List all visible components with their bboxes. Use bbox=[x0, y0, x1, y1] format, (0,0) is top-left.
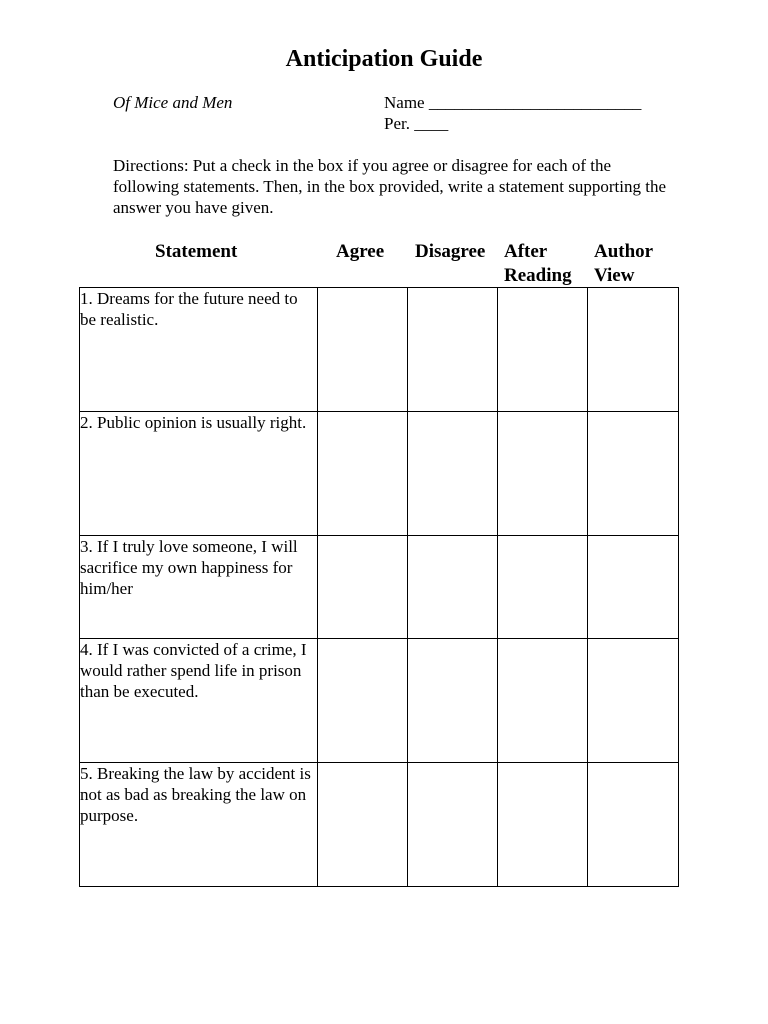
table-row bbox=[80, 288, 679, 412]
table-row bbox=[80, 412, 679, 536]
column-header-author-view bbox=[594, 240, 653, 288]
statement-cell: 1. Dreams for the future need to be realistic. bbox=[80, 288, 318, 412]
statement-cell: 3. If I truly love someone, I will sacrifice my own happiness for him/her bbox=[80, 536, 318, 639]
author-view-cell[interactable] bbox=[588, 763, 679, 887]
statement-cell: 4. If I was convicted of a crime, I would rather spend life in prison than be executed. bbox=[80, 639, 318, 763]
disagree-checkbox-cell[interactable] bbox=[408, 288, 498, 412]
agree-checkbox-cell[interactable] bbox=[318, 412, 408, 536]
disagree-checkbox-cell[interactable] bbox=[408, 639, 498, 763]
column-header-statement: Statement bbox=[155, 241, 238, 262]
after-reading-cell[interactable] bbox=[498, 639, 588, 763]
disagree-checkbox-cell[interactable] bbox=[408, 763, 498, 887]
statement-cell: 5. Breaking the law by accident is not as bad as breaking the law on purpose. bbox=[80, 763, 318, 887]
author-view-cell[interactable] bbox=[588, 412, 679, 536]
statement-cell: 2. Public opinion is usually right. bbox=[80, 412, 318, 536]
column-header-disagree: Disagree bbox=[415, 241, 486, 262]
name-field[interactable]: Name _________________________ bbox=[384, 93, 642, 112]
directions-text: Directions: Put a check in the box if you agree or disagree for each of the following statements. Then, in the box provided, write a statement supporting the answer you have given. bbox=[113, 156, 667, 217]
after-reading-cell[interactable] bbox=[498, 288, 588, 412]
table-row bbox=[80, 536, 679, 639]
column-header-after-line2: Reading bbox=[504, 265, 572, 286]
agree-checkbox-cell[interactable] bbox=[318, 536, 408, 639]
table-row bbox=[80, 763, 679, 887]
agree-checkbox-cell[interactable] bbox=[318, 639, 408, 763]
column-header-after-line1: After bbox=[504, 241, 548, 262]
author-view-cell[interactable] bbox=[588, 639, 679, 763]
after-reading-cell[interactable] bbox=[498, 763, 588, 887]
column-header-author-line2: View bbox=[594, 265, 635, 286]
column-header-author-line1: Author bbox=[594, 241, 654, 262]
column-header-after-reading bbox=[504, 240, 572, 288]
author-view-cell[interactable] bbox=[588, 536, 679, 639]
agree-checkbox-cell[interactable] bbox=[318, 763, 408, 887]
author-view-cell[interactable] bbox=[588, 288, 679, 412]
agree-checkbox-cell[interactable] bbox=[318, 288, 408, 412]
period-field[interactable]: Per. ____ bbox=[384, 114, 449, 133]
disagree-checkbox-cell[interactable] bbox=[408, 536, 498, 639]
anticipation-table bbox=[79, 287, 679, 887]
disagree-checkbox-cell[interactable] bbox=[408, 412, 498, 536]
table-row bbox=[80, 639, 679, 763]
after-reading-cell[interactable] bbox=[498, 536, 588, 639]
after-reading-cell[interactable] bbox=[498, 412, 588, 536]
book-title: Of Mice and Men bbox=[113, 93, 233, 112]
column-header-agree: Agree bbox=[336, 241, 385, 262]
page-title: Anticipation Guide bbox=[285, 46, 483, 72]
